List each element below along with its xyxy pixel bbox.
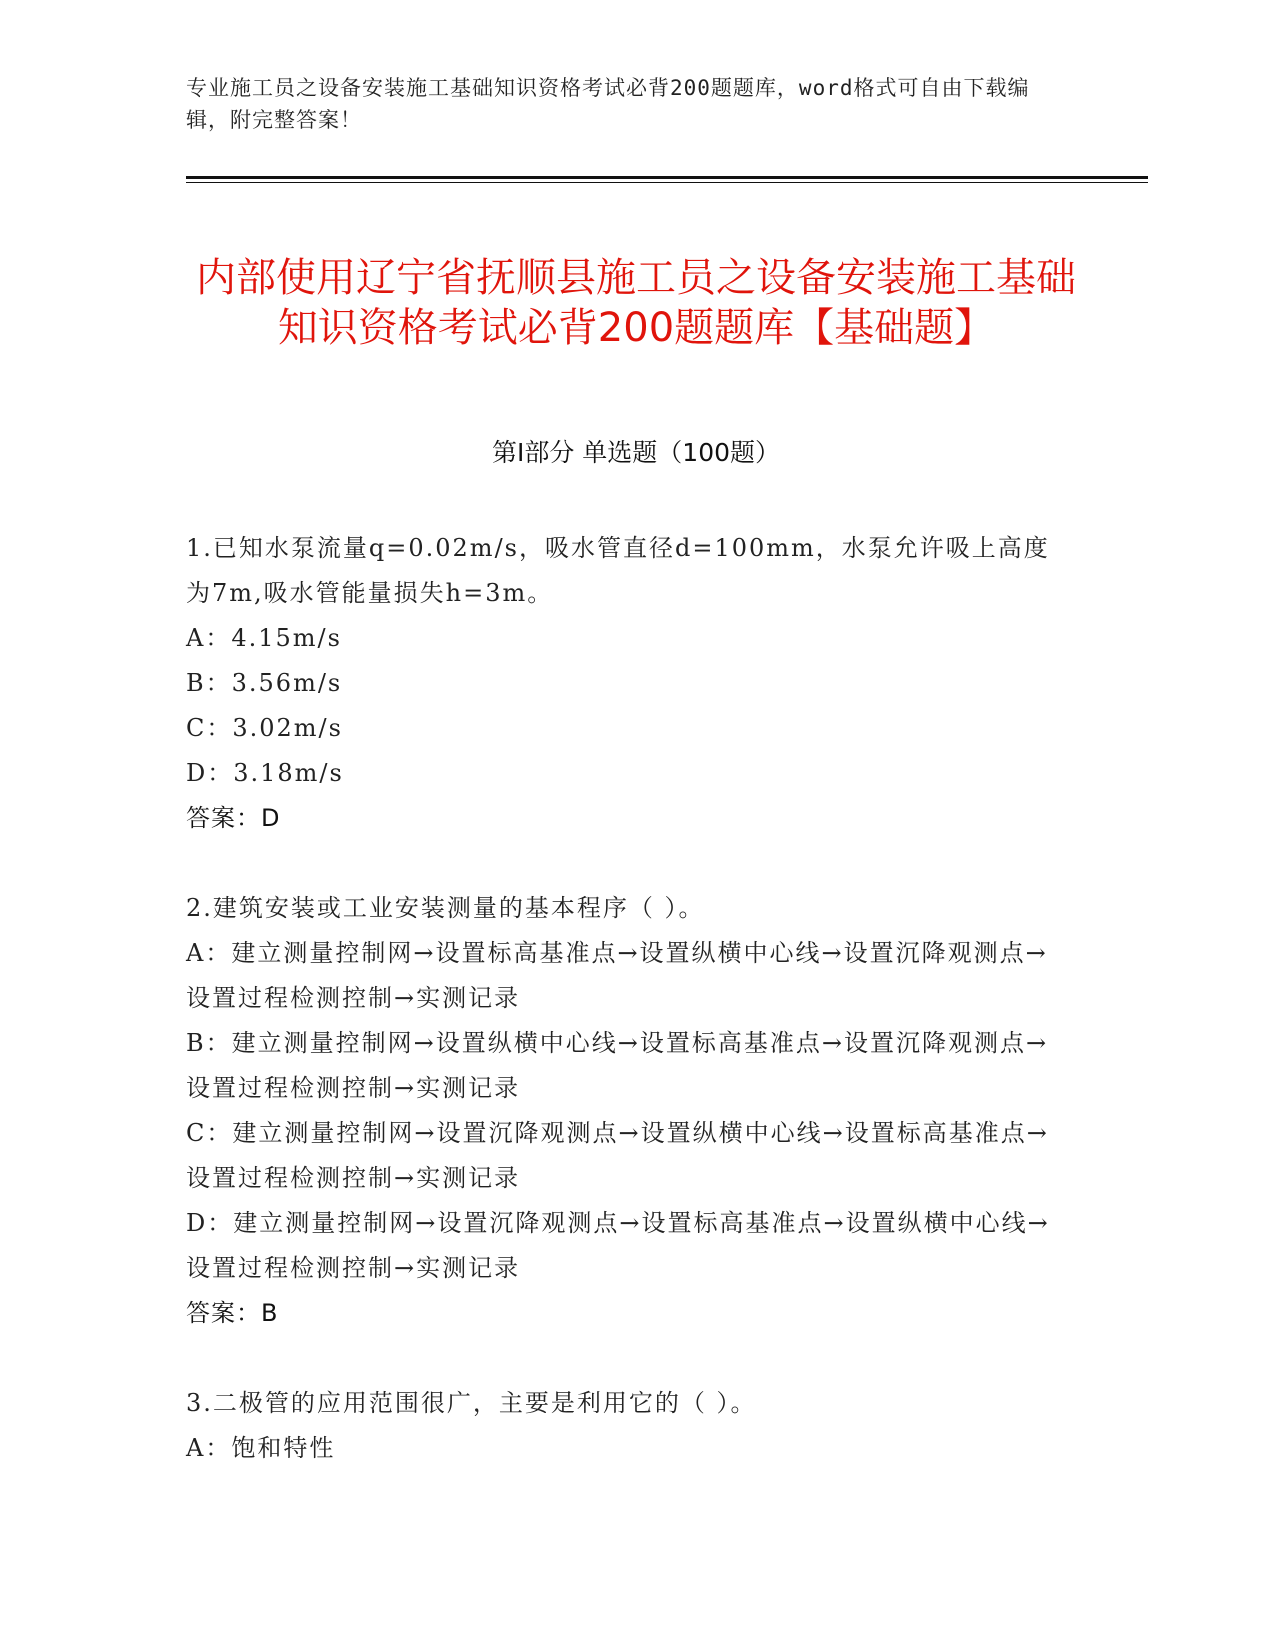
answer-line: 答案：D [186, 804, 281, 832]
question-text: 2.建筑安装或工业安装测量的基本程序（ ）。 [186, 894, 705, 922]
option-c: C：建立测量控制网→设置沉降观测点→设置纵横中心线→设置标高基准点→设置过程检测控制→实测记录 [186, 1119, 1049, 1192]
question-text: 3.二极管的应用范围很广，主要是利用它的（ ）。 [186, 1389, 757, 1417]
question-text: 1.已知水泵流量q=0.02m/s，吸水管直径d=100mm，水泵允许吸上高度为7m,吸水管能量损失h=3m。 [186, 534, 1050, 607]
option-d: D：3.18m/s [186, 759, 344, 787]
option-b: B：建立测量控制网→设置纵横中心线→设置标高基准点→设置沉降观测点→设置过程检测控制→实测记录 [186, 1029, 1049, 1102]
section-heading: 第I部分 单选题（100题） [491, 438, 781, 467]
option-a: A：建立测量控制网→设置标高基准点→设置纵横中心线→设置沉降观测点→设置过程检测控制→实测记录 [186, 939, 1048, 1012]
option-d: D：建立测量控制网→设置沉降观测点→设置标高基准点→设置纵横中心线→设置过程检测控制→实测记录 [186, 1209, 1050, 1282]
header-note: 专业施工员之设备安装施工基础知识资格考试必背200题题库，word格式可自由下载编辑，附完整答案！ [186, 76, 1030, 132]
option-a: A：4.15m/s [186, 624, 342, 652]
option-b: B：3.56m/s [186, 669, 343, 697]
question-2 [186, 886, 1066, 1336]
header-rule-thin [186, 182, 1148, 183]
header-rule-thick [186, 176, 1148, 179]
question-list [186, 526, 1066, 1516]
question-3 [186, 1381, 1066, 1471]
document-title: 内部使用辽宁省抚顺县施工员之设备安装施工基础知识资格考试必背200题题库【基础题】 [196, 254, 1076, 351]
answer-line: 答案：B [186, 1299, 279, 1327]
option-a: A：饱和特性 [186, 1434, 336, 1462]
option-c: C：3.02m/s [186, 714, 343, 742]
question-1 [186, 526, 1066, 841]
